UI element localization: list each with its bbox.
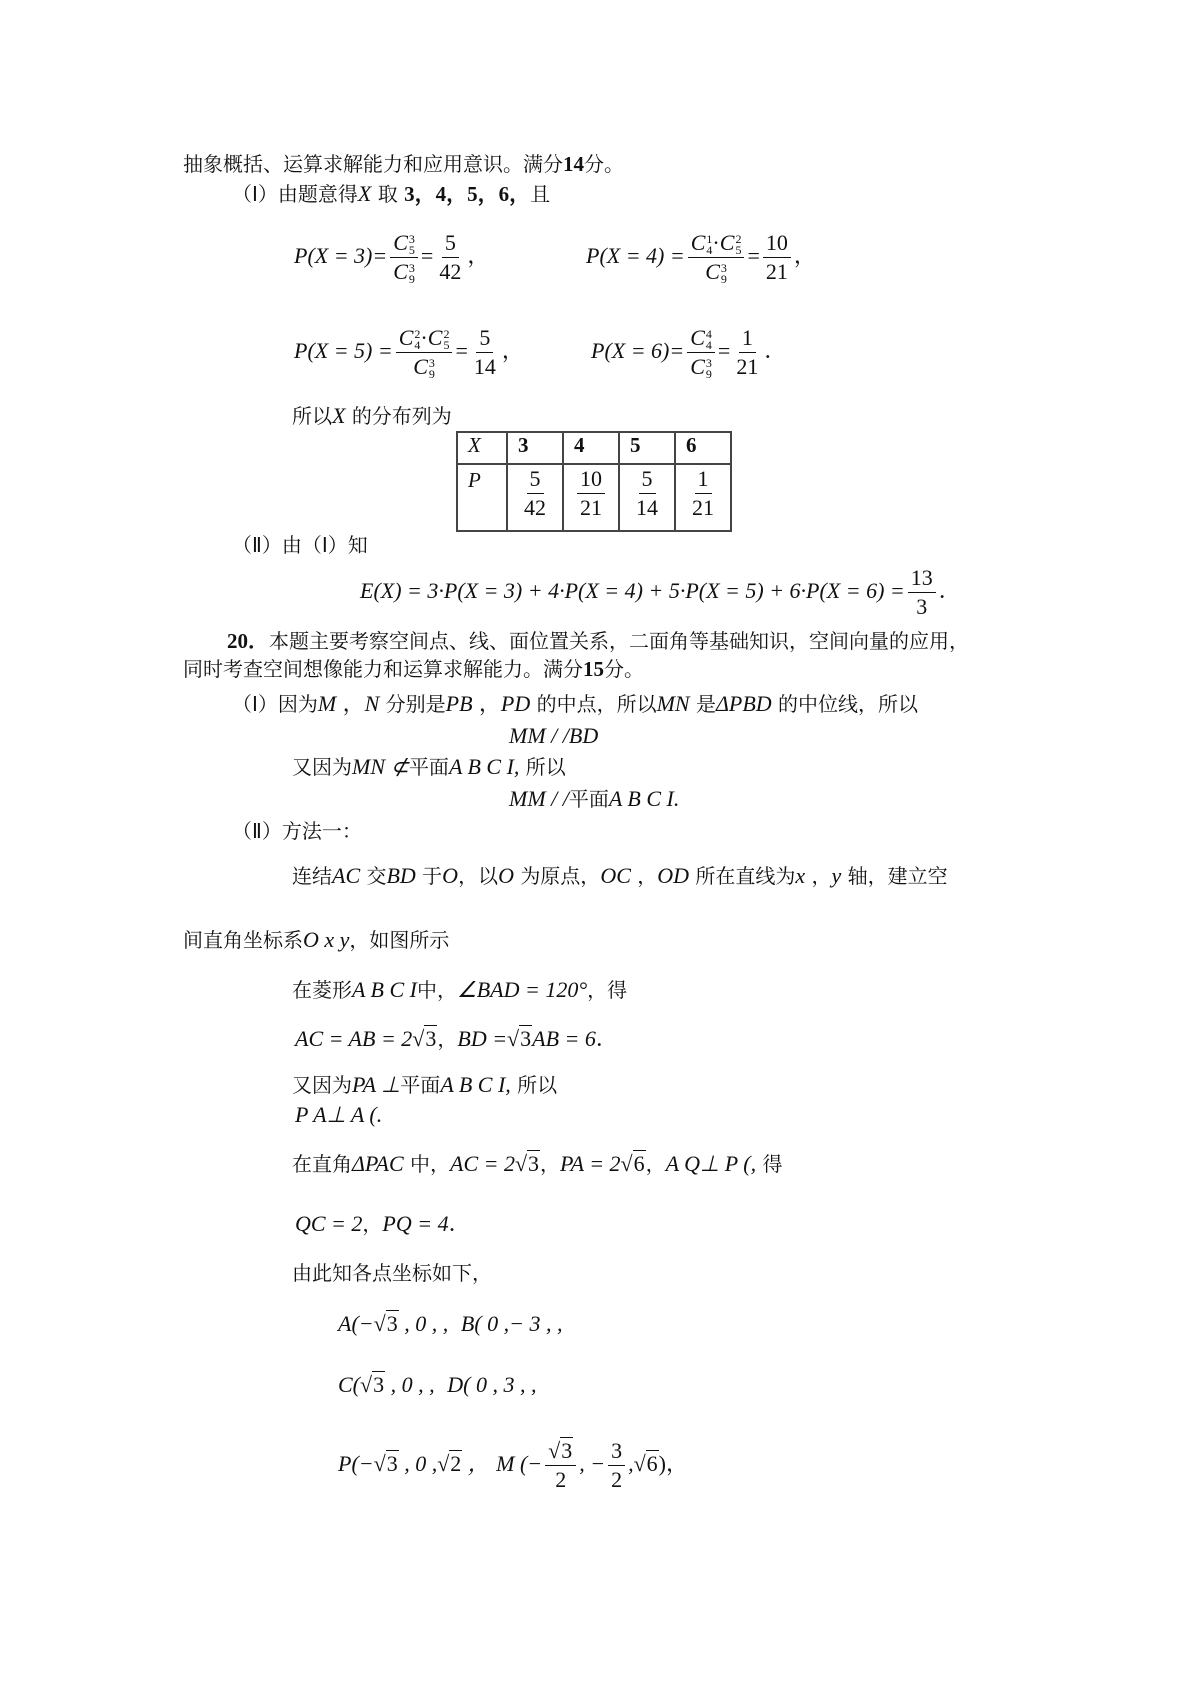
text: ，如图所示 <box>349 928 450 952</box>
math: A B C I, <box>448 754 520 779</box>
comb-base: C <box>690 230 706 255</box>
math: PD <box>500 691 531 716</box>
prob-lhs: P(X = 6)= <box>591 338 685 363</box>
text: 中， <box>410 1152 450 1176</box>
result-fraction <box>471 324 499 381</box>
fraction <box>545 1437 576 1494</box>
sub: 5 <box>735 242 742 257</box>
equals: = <box>717 338 731 363</box>
q20-part1-line <box>232 691 918 717</box>
prob-lhs: P(X = 5) = <box>294 338 393 363</box>
math: ， <box>462 1451 490 1476</box>
text: 交 <box>366 864 387 888</box>
part2-line <box>232 532 368 558</box>
punct: ， <box>645 1152 666 1176</box>
math: A Q⊥ P (, <box>665 1151 757 1176</box>
punct: ， <box>478 691 501 716</box>
math: PB <box>445 691 473 716</box>
denominator: 21 <box>692 495 714 520</box>
sub: 9 <box>705 366 712 381</box>
math: M (− <box>496 1451 543 1476</box>
equals: = <box>455 338 468 363</box>
radicand: 3 <box>425 1026 437 1051</box>
sqrt <box>621 1150 646 1176</box>
math: OD <box>657 863 690 888</box>
text: ，以 <box>458 864 499 888</box>
math: B( 0 ,− 3 , , <box>460 1311 563 1336</box>
comb-base: C <box>398 325 414 350</box>
expectation-line <box>360 563 961 621</box>
punct: ， <box>362 1212 383 1236</box>
comb-fraction <box>390 229 418 286</box>
comb-base: C <box>690 325 705 350</box>
table-header-cell: 6 <box>675 432 731 464</box>
parallel-line-2 <box>509 786 679 812</box>
math: , − <box>579 1451 606 1476</box>
math: , 0 , , <box>385 1372 435 1397</box>
coords-pm <box>338 1436 688 1494</box>
result-fraction <box>436 229 464 286</box>
prob-x5 <box>294 323 524 381</box>
math: A B C I <box>352 977 417 1002</box>
denominator: 21 <box>580 495 602 520</box>
sqrt <box>360 1371 385 1397</box>
numerator: 3 <box>608 1437 625 1466</box>
table-header-cell: 4 <box>563 432 619 464</box>
text: 间直角坐标系 <box>183 928 303 952</box>
var-x: X <box>332 403 346 428</box>
comb-base: C <box>393 230 408 255</box>
text: 的中点，所以 <box>536 692 657 716</box>
result-fraction <box>733 324 761 381</box>
q20-text: 本题主要考察空间点、线、面位置关系，二面角等基础知识，空间向量的应用， <box>269 629 969 653</box>
math: MM / / <box>509 786 569 811</box>
math: BD = <box>457 1026 508 1051</box>
intro-score: 14 <box>563 152 584 176</box>
table-cell <box>675 464 731 531</box>
parallel-line-1 <box>509 723 598 749</box>
text: 于 <box>422 864 443 888</box>
sub: 5 <box>443 337 450 352</box>
math: AB = 6 <box>532 1026 596 1051</box>
punct: ， <box>342 691 365 716</box>
perp-line <box>292 1072 557 1098</box>
sub: 5 <box>408 242 415 257</box>
setup-line1 <box>292 863 948 889</box>
sup: 4 <box>705 326 712 341</box>
math: D( 0 , 3 , , <box>447 1372 537 1397</box>
table-cell <box>507 464 563 531</box>
punct: ． <box>448 1211 471 1236</box>
dot: · <box>420 325 428 350</box>
radicand: 3 <box>386 1451 398 1476</box>
q20-line2 <box>183 656 644 682</box>
math: OC <box>600 863 631 888</box>
math: A B C I, <box>440 1072 511 1097</box>
punct: ． <box>938 578 961 603</box>
prob-lhs: P(X = 4) = <box>586 243 685 268</box>
q20-part1-line3 <box>292 754 566 780</box>
text: 平面 <box>408 755 449 779</box>
dist-text-b: 的分布列为 <box>351 404 452 428</box>
punct: ， <box>793 243 816 268</box>
math: , 0 , , <box>398 1311 449 1336</box>
sup: 1 <box>706 231 713 246</box>
comb-base: C <box>393 259 408 284</box>
q20-end: 分。 <box>604 657 644 681</box>
sqrt <box>374 1450 399 1476</box>
table-header-cell: X <box>457 432 507 464</box>
text: 所以 <box>525 755 566 779</box>
table-row <box>457 464 731 531</box>
radicand: 3 <box>528 1151 540 1176</box>
punct: ， <box>501 338 524 363</box>
math: BD <box>386 863 416 888</box>
sup: 3 <box>408 231 415 246</box>
sub: 9 <box>720 271 727 286</box>
radicand: 6 <box>633 1151 645 1176</box>
radicand: 3 <box>520 1026 532 1051</box>
sqrt <box>507 1025 532 1051</box>
fraction <box>608 1437 625 1494</box>
comb-fraction <box>688 229 745 286</box>
q20-text: 同时考查空间想像能力和运算求解能力。满分 <box>183 657 583 681</box>
coords-intro <box>292 1260 492 1286</box>
part2-text: 由（Ⅰ）知 <box>281 533 368 557</box>
expectation-lhs: E(X) = 3·P(X = 3) + 4·P(X = 4) + 5·P(X = 5) + 6·P(X = 6) = <box>360 578 905 603</box>
text: 轴，建立空 <box>847 864 948 888</box>
math: A(− <box>338 1311 374 1336</box>
part1-line <box>232 181 550 207</box>
denominator: 42 <box>524 495 546 520</box>
sqrt <box>437 1450 462 1476</box>
text: ， <box>811 864 832 888</box>
math: MN <box>656 691 690 716</box>
table-header-cell: 3 <box>507 432 563 464</box>
sub: 9 <box>428 366 435 381</box>
numerator: 10 <box>577 465 605 494</box>
distribution-table <box>456 431 732 532</box>
part-label: （Ⅱ） <box>232 819 282 843</box>
numerator: 1 <box>739 324 756 353</box>
radicand: 2 <box>450 1451 462 1476</box>
math: AC <box>332 863 361 888</box>
equals: = <box>420 243 434 268</box>
method-label: 方法一： <box>281 819 362 843</box>
math: PA = 2 <box>560 1151 621 1176</box>
dist-intro <box>292 403 452 429</box>
text: 因为 <box>277 692 318 716</box>
perp-result <box>295 1102 382 1128</box>
text: 又因为 <box>292 1073 352 1097</box>
math: MM / /BD <box>509 723 599 748</box>
prob-x4 <box>586 228 816 286</box>
part1-values: 3，4，5，6， <box>404 182 531 206</box>
text: 中， <box>416 978 457 1002</box>
right-triangle-line <box>292 1151 782 1177</box>
radicand: 6 <box>646 1451 658 1476</box>
text: 由此知各点坐标如下， <box>292 1261 492 1285</box>
sub: 9 <box>408 271 415 286</box>
denominator: 42 <box>439 259 462 284</box>
setup-line2 <box>183 927 449 953</box>
text: 所以 <box>517 1073 558 1097</box>
sup: 3 <box>428 355 435 370</box>
part1-end: 且 <box>530 182 551 206</box>
comb-base: C <box>690 354 705 379</box>
comb-fraction <box>687 324 715 381</box>
text: 平面 <box>568 787 609 811</box>
math: A B C I. <box>608 786 680 811</box>
math: , <box>628 1451 634 1476</box>
part-label: （Ⅱ） <box>232 533 282 557</box>
math: O <box>498 863 514 888</box>
radicand: 3 <box>386 1311 398 1336</box>
prob-x3 <box>294 228 489 286</box>
coords-cd <box>338 1372 537 1398</box>
denominator: 3 <box>916 594 928 619</box>
sqrt <box>515 1150 540 1176</box>
numerator: 5 <box>527 465 544 494</box>
text: 在直角 <box>292 1152 352 1176</box>
comb-base: C <box>719 230 735 255</box>
math: O <box>442 863 459 888</box>
math: x <box>795 863 806 888</box>
denominator: 14 <box>473 354 496 379</box>
numerator: 5 <box>476 324 493 353</box>
math: P(− <box>338 1451 374 1476</box>
math: N <box>364 691 380 716</box>
text: 所在直线为 <box>695 864 796 888</box>
result-fraction <box>763 229 791 286</box>
numerator: 10 <box>763 229 791 258</box>
denominator: 14 <box>636 495 658 520</box>
math: M <box>317 691 337 716</box>
numerator: 1 <box>695 465 712 494</box>
math: PQ = 4 <box>382 1211 449 1236</box>
sup: 3 <box>705 355 712 370</box>
sqrt <box>412 1025 437 1051</box>
math: , 0 , <box>398 1451 438 1476</box>
table-header-cell: 5 <box>619 432 675 464</box>
math: P A⊥ A (. <box>295 1102 383 1127</box>
intro-text: 抽象概括、运算求解能力和应用意识。满分 <box>183 152 563 176</box>
rhombus-line <box>292 977 627 1003</box>
text: 连结 <box>292 864 332 888</box>
denominator: 21 <box>765 259 788 284</box>
text: ，得 <box>587 978 628 1002</box>
sqrt <box>634 1450 659 1476</box>
text: 为原点， <box>520 864 601 888</box>
text: 的中位线，所以 <box>778 692 919 716</box>
q20-score: 15 <box>583 657 604 681</box>
numerator <box>545 1437 576 1466</box>
prob-lhs: P(X = 3)= <box>294 243 388 268</box>
math: y <box>831 863 842 888</box>
text: ， <box>637 864 658 888</box>
sup: 3 <box>720 260 727 275</box>
intro-line <box>183 151 624 177</box>
comb-base: C <box>705 259 720 284</box>
comb-fraction <box>396 324 453 381</box>
part-label: （Ⅰ） <box>232 182 278 206</box>
text: 是 <box>695 692 716 716</box>
text: 又因为 <box>292 755 352 779</box>
part1-text: 由题意得 <box>277 182 358 206</box>
sup: 2 <box>735 231 742 246</box>
math: )， <box>658 1451 688 1476</box>
text: 分别是 <box>385 692 446 716</box>
part-label: （Ⅰ） <box>232 692 278 716</box>
text: 得 <box>762 1152 783 1176</box>
math: C( <box>338 1372 360 1397</box>
numerator: 13 <box>908 564 936 593</box>
table-header-row <box>457 432 731 464</box>
sub: 4 <box>414 337 421 352</box>
prob-x6 <box>591 323 786 381</box>
math: MN ⊄ <box>352 754 409 779</box>
q20-line1 <box>227 628 969 654</box>
math: ΔPAC <box>352 1151 404 1176</box>
denominator: 2 <box>611 1467 623 1492</box>
math: ΔPBD <box>715 691 772 716</box>
denominator: 21 <box>736 354 759 379</box>
punct: ， <box>540 1152 561 1176</box>
math: ∠BAD = 120° <box>456 977 588 1002</box>
comb-base: C <box>427 325 443 350</box>
dist-text-a: 所以 <box>292 404 332 428</box>
sub: 4 <box>705 337 712 352</box>
comb-base: C <box>413 354 428 379</box>
math: AC = AB = 2 <box>295 1026 413 1051</box>
text: 在菱形 <box>292 978 352 1002</box>
equals: = <box>747 243 760 268</box>
math: O x y <box>303 927 350 952</box>
radicand: 3 <box>561 1438 573 1463</box>
expectation-fraction <box>908 564 936 621</box>
punct: ． <box>764 338 787 363</box>
sub: 4 <box>706 242 713 257</box>
radicand: 3 <box>373 1372 385 1397</box>
sqrt <box>374 1310 399 1336</box>
lengths-line <box>295 1026 618 1052</box>
qc-pq-line <box>295 1211 471 1237</box>
sup: 2 <box>443 326 450 341</box>
sup: 3 <box>408 260 415 275</box>
math: AC = 2 <box>450 1151 515 1176</box>
numerator: 5 <box>639 465 656 494</box>
part1-take: 取 <box>377 182 398 206</box>
q20-part2-line <box>232 818 362 844</box>
punct: ， <box>437 1027 458 1051</box>
dot: · <box>712 230 720 255</box>
math: PA ⊥ <box>352 1072 401 1097</box>
punct: ， <box>467 243 490 268</box>
question-number: 20． <box>227 629 269 653</box>
numerator: 5 <box>442 229 459 258</box>
math: QC = 2 <box>295 1211 363 1236</box>
denominator: 2 <box>555 1467 567 1492</box>
table-row-label: P <box>457 464 507 531</box>
intro-end: 分。 <box>584 152 624 176</box>
punct: ． <box>595 1026 618 1051</box>
sup: 2 <box>414 326 421 341</box>
table-cell <box>619 464 675 531</box>
text: 平面 <box>400 1073 441 1097</box>
coords-ab <box>338 1311 563 1337</box>
table-cell <box>563 464 619 531</box>
var-x: X <box>357 181 372 206</box>
